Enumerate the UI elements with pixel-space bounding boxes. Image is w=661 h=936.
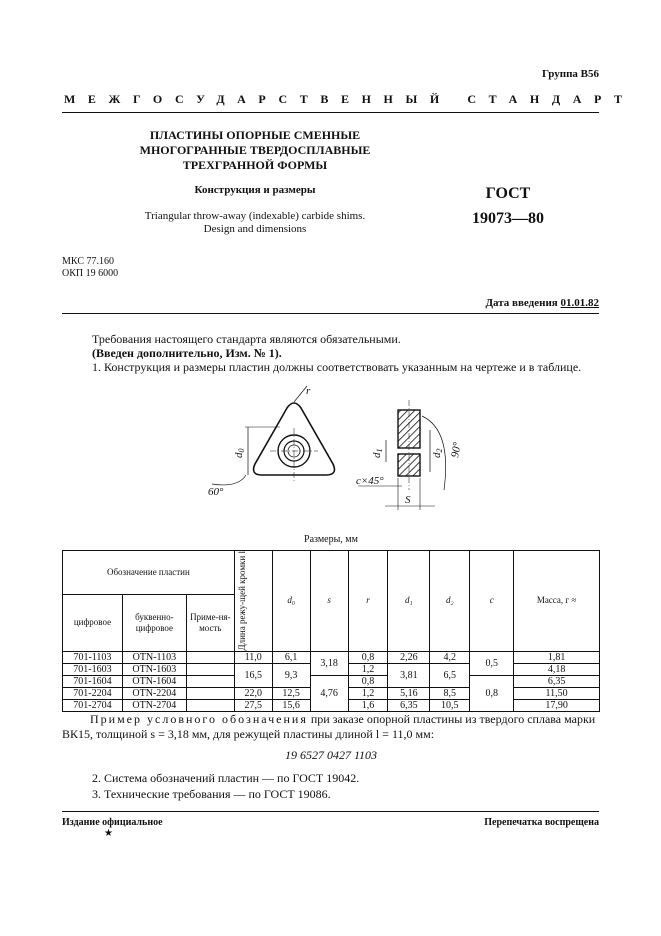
table-row: 701-2704 OTN-2704 27,5 15,6 1,6 6,35 10,5 17,90 xyxy=(63,699,600,711)
intro-date-value: 01.01.82 xyxy=(560,297,599,309)
group-code: Группа В56 xyxy=(541,68,599,80)
table-row: 701-1103 OTN-1103 11,0 6,1 3,18 0,8 2,26 4,2 0,5 1,81 xyxy=(63,651,600,663)
gost-label: ГОСТ xyxy=(485,185,531,202)
gost-number: 19073—80 xyxy=(472,210,544,227)
intro-date xyxy=(485,297,599,309)
interstate-standard-heading: МЕЖГОСУДАРСТВЕННЫЙ СТАНДАРТ xyxy=(64,92,635,106)
example-code: 19 6527 0427 1103 xyxy=(284,748,378,762)
example-text-2: ВК15, толщиной s = 3,18 мм, для режущей пластины длиной l = 11,0 мм: xyxy=(62,727,435,741)
item-2: 2. Система обозначений пластин — по ГОСТ 19042. xyxy=(92,771,360,785)
official-edition: Издание официальное xyxy=(62,817,163,828)
footer-rule xyxy=(62,811,599,812)
mks-code: МКС 77.160 xyxy=(62,256,114,267)
title-line-2: МНОГОГРАННЫЕ ТВЕРДОСПЛАВНЫЕ xyxy=(139,143,371,157)
header-designation: Обозначение пластин xyxy=(63,551,235,595)
table-row: 701-1604 OTN-1604 4,76 0,8 0,8 6,35 xyxy=(63,675,600,687)
radius-label: r xyxy=(306,385,311,397)
table-caption: Размеры, мм xyxy=(304,534,358,545)
title-line-3: ТРЕХГРАННОЙ ФОРМЫ xyxy=(182,158,328,172)
angle-90-label: 90° xyxy=(449,441,464,459)
example-lead: Пример условного обозначения xyxy=(90,712,308,726)
table-row: 701-1603 OTN-1603 16,5 9,3 1,2 3,81 6,5 4,18 xyxy=(63,663,600,675)
item-3: 3. Технические требования — по ГОСТ 19086. xyxy=(92,787,331,801)
header-r: r xyxy=(348,551,388,652)
paragraph-amendment: (Введен дополнительно, Изм. № 1). xyxy=(92,346,282,360)
header-c: c xyxy=(470,551,514,652)
subtitle: Конструкция и размеры xyxy=(194,184,316,196)
star-mark: ★ xyxy=(104,828,113,839)
table-row: 701-2204 OTN-2204 22,0 12,5 1,2 5,16 8,5 11,50 xyxy=(63,687,600,699)
header-digital: цифровое xyxy=(63,594,123,651)
header-d2: d₂ xyxy=(430,551,470,652)
shim-drawing xyxy=(190,380,490,520)
english-title-2: Design and dimensions xyxy=(203,223,307,235)
reprint-notice: Перепечатка воспрещена xyxy=(484,817,599,828)
dimensions-table xyxy=(62,550,600,712)
example-paragraph xyxy=(62,712,600,742)
header-letter: буквенно-цифровое xyxy=(122,594,186,651)
header-mass: Масса, г ≈ xyxy=(514,551,600,652)
header-note: Приме-ня-мость xyxy=(186,594,234,651)
header-length: Длина режу-щей кромки l xyxy=(234,551,272,652)
intro-date-label: Дата введения xyxy=(485,297,558,309)
rule-under-date xyxy=(62,313,599,314)
top-rule xyxy=(62,112,599,113)
paragraph-mandatory: Требования настоящего стандарта являются обязательными. xyxy=(92,332,401,346)
paragraph-design: 1. Конструкция и размеры пластин должны соответствовать указанным на чертеже и в таблице. xyxy=(92,360,582,374)
d0-label: d0 xyxy=(233,448,246,458)
title-line-1: ПЛАСТИНЫ ОПОРНЫЕ СМЕННЫЕ xyxy=(149,128,361,142)
english-title-1: Triangular throw-away (indexable) carbide shims. xyxy=(144,210,366,222)
d2-label: d2 xyxy=(431,448,444,458)
okp-code: ОКП 19 6000 xyxy=(62,268,119,279)
example-text-1: при заказе опорной пластины из твердого сплава марки xyxy=(310,712,596,726)
header-d0: d₀ xyxy=(272,551,310,652)
chamfer-label: c×45° xyxy=(356,475,384,487)
angle-60-label: 60° xyxy=(208,486,224,498)
d1-label: d1 xyxy=(371,448,384,458)
header-s: s xyxy=(310,551,348,652)
header-d1: d₁ xyxy=(388,551,430,652)
s-label: S xyxy=(405,494,411,506)
